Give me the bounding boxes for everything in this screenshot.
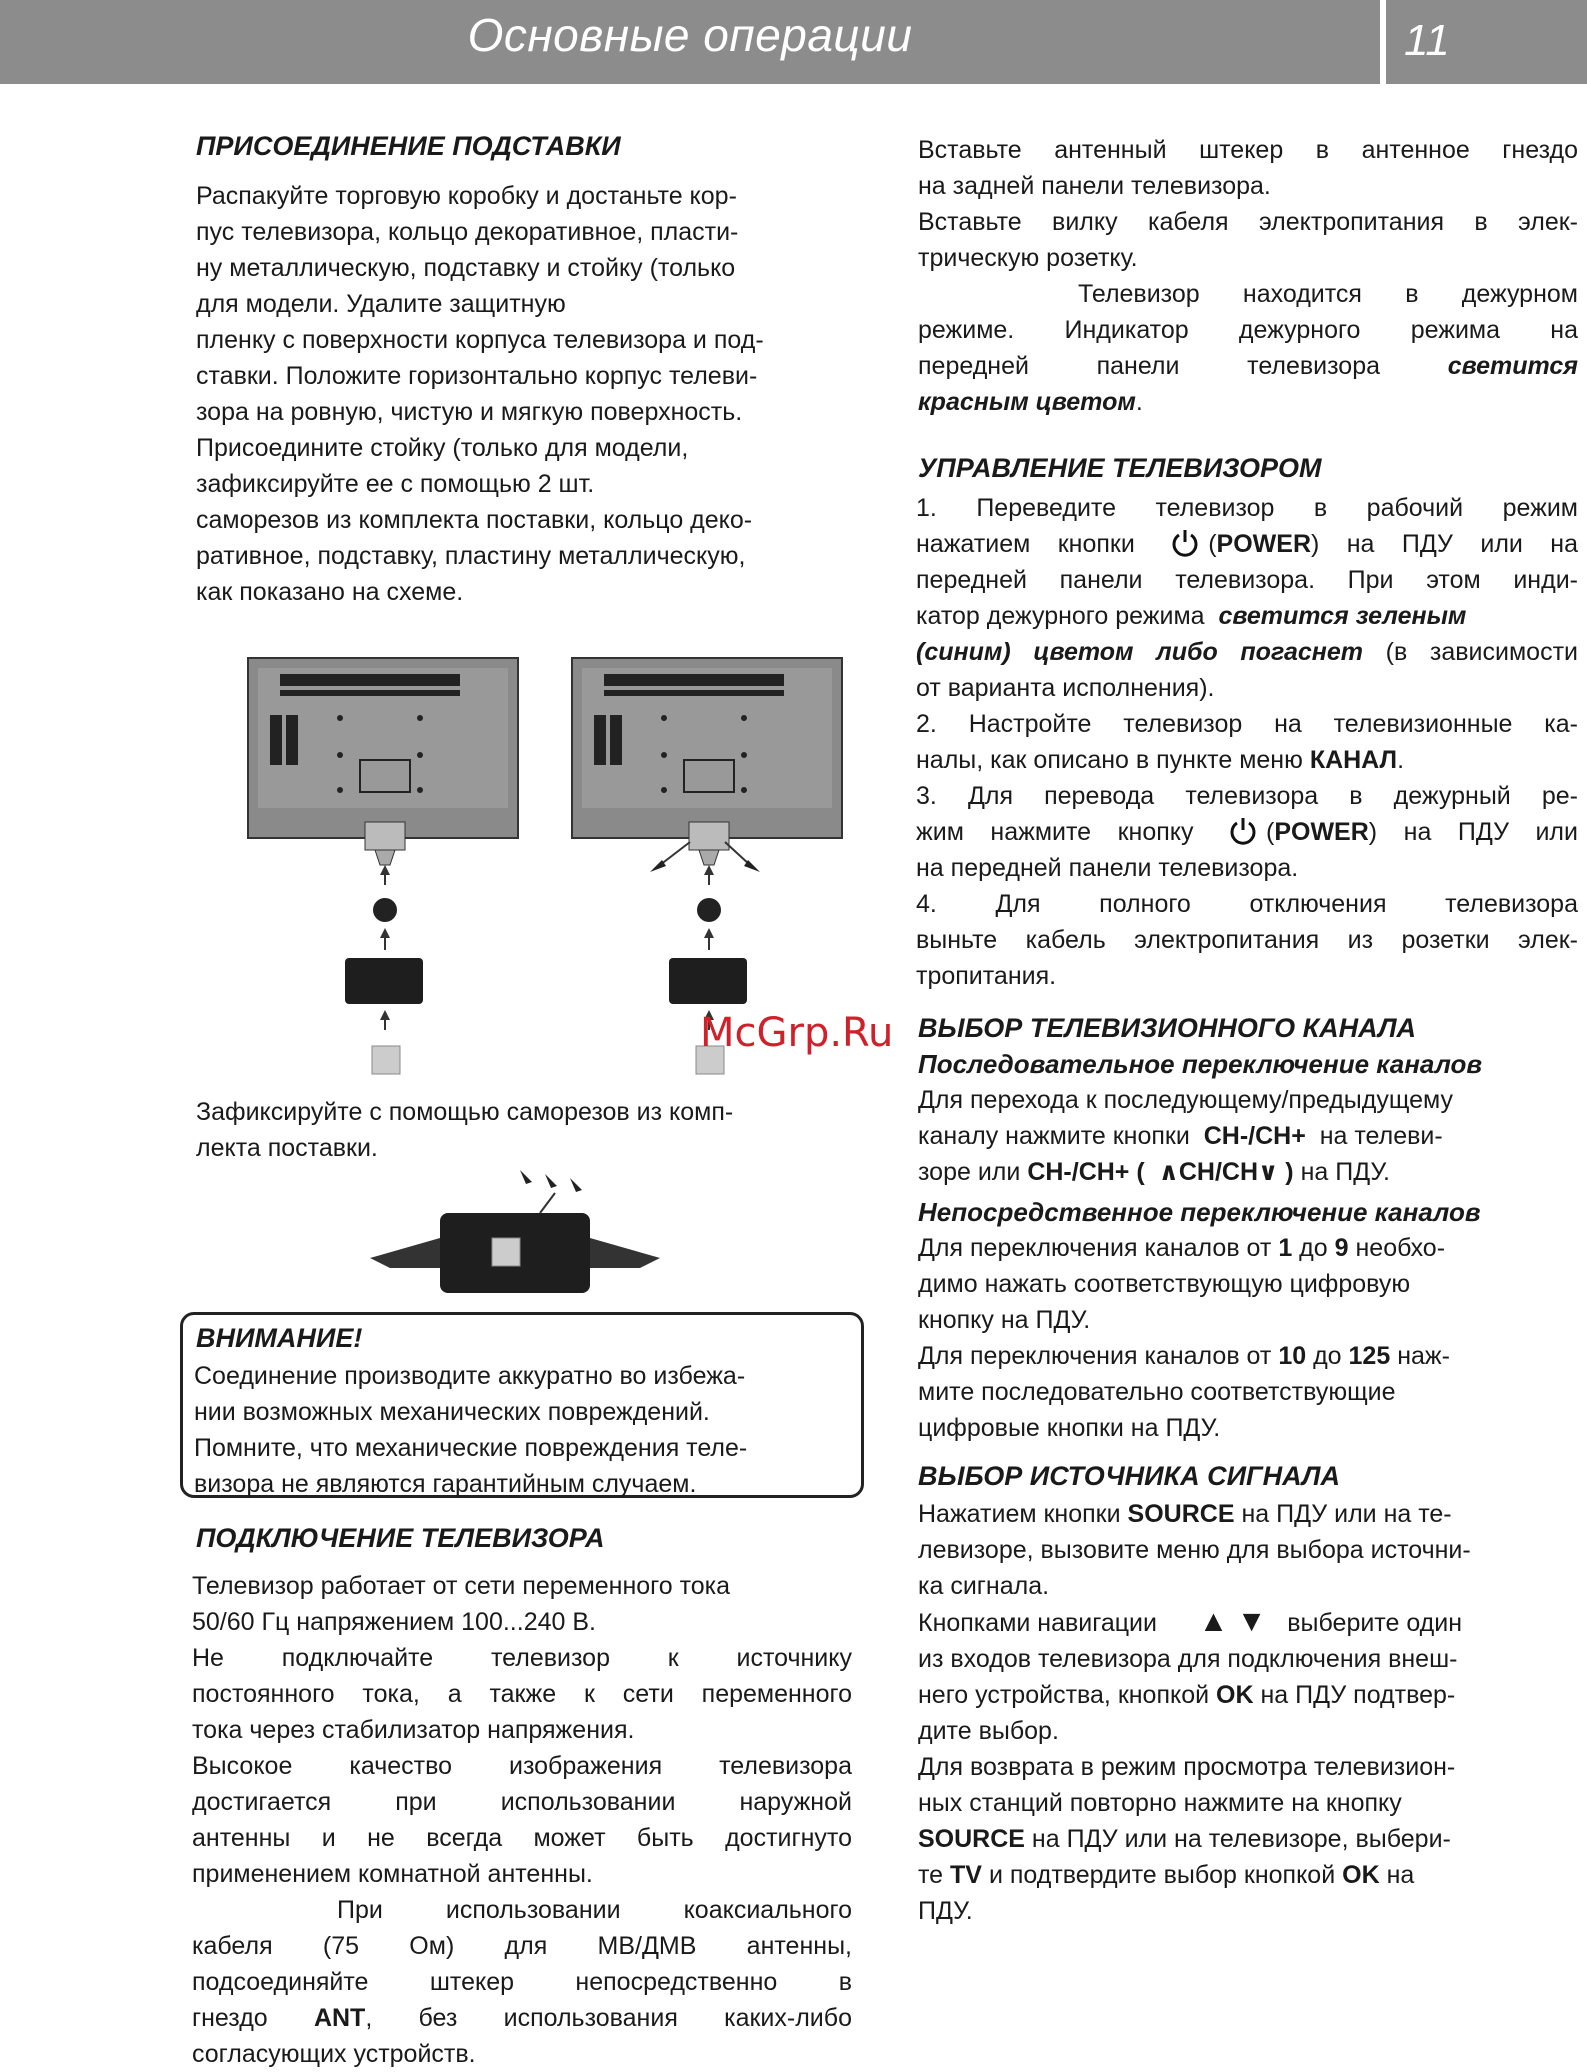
nav-arrows-icon: ▲ ▼ — [1198, 1605, 1267, 1638]
text-line: нии возможных механических повреждений. — [194, 1398, 710, 1426]
text-line: Зафиксируйте с помощью саморезов из комп- — [196, 1098, 734, 1126]
text-line: для модели. Удалите защитную — [196, 290, 566, 318]
text-part: на ПДУ или — [1403, 818, 1578, 846]
text-line: 50/60 Гц напряжением 100...240 В. — [192, 1608, 596, 1636]
text-part: выберите один — [1287, 1609, 1463, 1637]
control-text — [916, 490, 1578, 994]
text-line: димо нажать соответствующую цифровую — [918, 1270, 1411, 1298]
text-line: 2. Настройте телевизор на телевизионные ка- — [916, 710, 1578, 738]
text-line: ных станций повторно нажмите на кнопку — [918, 1789, 1402, 1817]
source-heading: ВЫБОР ИСТОЧНИКА СИГНАЛА — [918, 1461, 1340, 1491]
base-fixing-diagram — [370, 1168, 660, 1298]
text-line — [192, 2000, 852, 2036]
emphasis: (синим) цветом либо погаснет — [916, 638, 1363, 666]
text-part: , без использования каких-либо — [365, 2004, 852, 2032]
text-line: ну металлическую, подставку и стойку (только — [196, 254, 736, 282]
text-line: мите последовательно соответствующие — [918, 1378, 1396, 1406]
text-line — [918, 384, 1578, 420]
page-number: 11 — [1404, 16, 1450, 65]
text-line: кабеля (75 Ом) для МВ/ДМВ антенны, — [192, 1932, 852, 1960]
text-line: ставки. Положите горизонтально корпус телеви- — [196, 362, 758, 390]
text-part: жим нажмите кнопку — [916, 818, 1194, 846]
connect-heading: ПОДКЛЮЧЕНИЕ ТЕЛЕВИЗОРА — [196, 1523, 605, 1553]
fix-text — [196, 1094, 876, 1166]
text-line: Вставьте вилку кабеля электропитания в элек- — [918, 208, 1578, 236]
text-line: Для возврата в режим просмотра телевизион- — [918, 1753, 1456, 1781]
text-line: Телевизор находится в дежурном — [1078, 280, 1578, 308]
emphasis: светится — [1447, 352, 1578, 380]
connect-text — [192, 1568, 852, 2072]
number: 1 — [1278, 1234, 1293, 1262]
text-line: как показано на схеме. — [196, 578, 464, 606]
text-line: ПДУ. — [918, 1897, 973, 1925]
tv-label: TV — [950, 1861, 982, 1889]
text-line: выньте кабель электропитания из розетки элек- — [916, 926, 1578, 954]
text-line — [916, 634, 1578, 670]
text-part: ( — [1208, 530, 1217, 558]
text-line: на задней панели телевизора. — [918, 172, 1271, 200]
text-line: ка сигнала. — [918, 1572, 1050, 1600]
text-line: саморезов из комплекта поставки, кольцо деко- — [196, 506, 753, 534]
text-line: согласующих устройств. — [192, 2040, 476, 2068]
text-line: 3. Для перевода телевизора в дежурный ре- — [916, 782, 1578, 810]
text-line: При использовании коаксиального — [337, 1896, 852, 1924]
text-line — [918, 1230, 1580, 1266]
text-part: (в зависимости — [1385, 638, 1578, 666]
ant-label: ANT — [313, 2004, 366, 2032]
text-part: на ПДУ или на — [1346, 530, 1578, 558]
channel-text — [918, 1046, 1580, 1446]
text-part: каналу нажмите кнопки — [918, 1122, 1190, 1150]
text-line: от варианта исполнения). — [916, 674, 1215, 702]
text-line — [916, 598, 1578, 634]
kanal-label: КАНАЛ — [1309, 746, 1398, 774]
text-line: Помните, что механические повреждения теле- — [194, 1434, 748, 1462]
text-part: на — [1386, 1861, 1415, 1889]
text-line: передней панели телевизора. При этом инди- — [916, 566, 1578, 594]
text-line: налы, как описано в пункте меню КАНАЛ. — [916, 746, 1405, 774]
text-line: Телевизор работает от сети переменного тока — [192, 1572, 731, 1600]
source-text — [918, 1496, 1580, 1929]
text-part: Для переключения каналов от — [918, 1234, 1272, 1262]
text-part: те — [918, 1861, 944, 1889]
text-line: кнопку на ПДУ. — [918, 1306, 1091, 1334]
number: 9 — [1334, 1234, 1349, 1262]
text-part: и подтвердите выбор кнопкой — [988, 1861, 1336, 1889]
text-line: тропитания. — [916, 962, 1057, 990]
text-line — [918, 348, 1578, 384]
text-part: на ПДУ подтвер- — [1260, 1681, 1456, 1709]
text-part: на ПДУ. — [1300, 1158, 1390, 1186]
text-line — [918, 1154, 1580, 1190]
control-heading: УПРАВЛЕНИЕ ТЕЛЕВИЗОРОМ — [918, 453, 1322, 483]
text-part: на ПДУ или на телевизоре, выбери- — [1031, 1825, 1451, 1853]
header-bar — [0, 0, 1380, 84]
power-label: POWER — [1216, 530, 1311, 558]
text-line: 4. Для полного отключения телевизора — [916, 890, 1578, 918]
source-label: SOURCE — [918, 1825, 1025, 1853]
text-line: ративное, подставку, пластину металлическую, — [196, 542, 746, 570]
subheading: Непосредственное переключение каналов — [918, 1197, 1481, 1227]
text-part: . — [1135, 388, 1143, 416]
number: 10 — [1278, 1342, 1307, 1370]
text-part: зоре или — [918, 1158, 1021, 1186]
tv-back-right — [572, 658, 842, 872]
text-line: Соединение производите аккуратно во избежа- — [194, 1362, 746, 1390]
text-line: применением комнатной антенны. — [192, 1860, 593, 1888]
text-part: Нажатием кнопки — [918, 1500, 1121, 1528]
text-line: дите выбор. — [918, 1717, 1059, 1745]
text-part: Кнопками навигации — [918, 1609, 1157, 1637]
text-line — [918, 1496, 1580, 1532]
text-line: Распакуйте торговую коробку и достаньте кор- — [196, 182, 737, 210]
text-part: ) — [1368, 818, 1378, 846]
stand-heading: ПРИСОЕДИНЕНИЕ ПОДСТАВКИ — [196, 131, 621, 161]
text-line: Высокое качество изображения телевизора — [192, 1752, 852, 1780]
text-part: гнездо — [192, 2004, 268, 2032]
text-line: постоянного тока, а также к сети переменного — [192, 1680, 852, 1708]
text-part: катор дежурного режима — [916, 602, 1205, 630]
source-label: SOURCE — [1127, 1500, 1235, 1528]
text-line — [918, 1857, 1580, 1893]
text-line: режиме. Индикатор дежурного режима на — [918, 316, 1578, 344]
text-part: налы, как описано в пункте меню — [916, 746, 1303, 774]
power-label: POWER — [1274, 818, 1369, 846]
text-line: на передней панели телевизора. — [916, 854, 1299, 882]
emphasis: красным цветом — [918, 388, 1136, 416]
text-line — [916, 814, 1578, 850]
text-part: него устройства, кнопкой — [918, 1681, 1210, 1709]
text-line: Вставьте антенный штекер в антенное гнездо — [918, 136, 1578, 164]
text-line: антенны и не всегда может быть достигнуто — [192, 1824, 852, 1852]
ch-button-label: CH-/CH+ ( — [1027, 1158, 1145, 1186]
text-part: Для переключения каналов от — [918, 1342, 1272, 1370]
text-line: левизоре, вызовите меню для выбора источни- — [918, 1536, 1471, 1564]
text-line: Присоедините стойку (только для модели, — [196, 434, 689, 462]
text-line: пленку с поверхности корпуса телевизора и под- — [196, 326, 764, 354]
power-icon — [1228, 816, 1258, 846]
text-line — [918, 1677, 1580, 1713]
text-line: зора на ровную, чистую и мягкую поверхность. — [196, 398, 743, 426]
page-number-box — [1386, 0, 1587, 84]
text-line: визора не являются гарантийным случаем. — [194, 1470, 697, 1498]
emphasis: светится зеленым — [1218, 602, 1467, 630]
stand-text — [196, 178, 876, 610]
subheading: Последовательное переключение каналов — [918, 1049, 1483, 1079]
text-part: ( — [1266, 818, 1275, 846]
text-part: ) — [1311, 530, 1320, 558]
ok-label: OK — [1216, 1681, 1254, 1709]
text-line: подсоединяйте штекер непосредственно в — [192, 1968, 852, 1996]
warning-title: ВНИМАНИЕ! — [196, 1323, 363, 1353]
ch-button-label: CH-/CH+ — [1203, 1122, 1306, 1150]
warning-text — [194, 1358, 854, 1502]
channel-heading: ВЫБОР ТЕЛЕВИЗИОННОГО КАНАЛА — [918, 1013, 1417, 1043]
text-line: Не подключайте телевизор к источнику — [192, 1644, 852, 1672]
text-line — [918, 1118, 1580, 1154]
text-line — [918, 1604, 1580, 1641]
power-icon — [1170, 528, 1200, 558]
ch-arrow-label: ∧CH/CH∨ ) — [1158, 1158, 1294, 1186]
text-line — [916, 526, 1578, 562]
text-line: достигается при использовании наружной — [192, 1788, 852, 1816]
number: 125 — [1348, 1342, 1391, 1370]
ok-label: OK — [1342, 1861, 1380, 1889]
text-part: нажатием кнопки — [916, 530, 1135, 558]
text-part: до — [1313, 1342, 1342, 1370]
text-line: цифровые кнопки на ПДУ. — [918, 1414, 1221, 1442]
page-title: Основные операции — [467, 9, 913, 61]
text-part: необхо- — [1355, 1234, 1446, 1262]
text-part: до — [1299, 1234, 1328, 1262]
text-line: тока через стабилизатор напряжения. — [192, 1716, 635, 1744]
text-line: из входов телевизора для подключения внеш- — [918, 1645, 1458, 1673]
text-line — [918, 1821, 1580, 1857]
watermark: McGrp.Ru — [700, 1010, 894, 1056]
antenna-text — [918, 132, 1578, 420]
text-line: пус телевизора, кольцо декоративное, пласти- — [196, 218, 739, 246]
assembly-parts-left — [345, 865, 423, 1074]
tv-back-left — [248, 658, 518, 865]
text-line: зафиксируйте ее с помощью 2 шт. — [196, 470, 595, 498]
text-line: 1. Переведите телевизор в рабочий режим — [916, 494, 1578, 522]
text-line: трическую розетку. — [918, 244, 1138, 272]
text-line: Для перехода к последующему/предыдущему — [918, 1086, 1454, 1114]
text-line: лекта поставки. — [196, 1134, 378, 1162]
text-part: наж- — [1397, 1342, 1450, 1370]
text-part: на ПДУ или на те- — [1241, 1500, 1452, 1528]
text-part: передней панели телевизора — [918, 352, 1381, 380]
text-part: на телеви- — [1319, 1122, 1443, 1150]
text-line — [918, 1338, 1580, 1374]
